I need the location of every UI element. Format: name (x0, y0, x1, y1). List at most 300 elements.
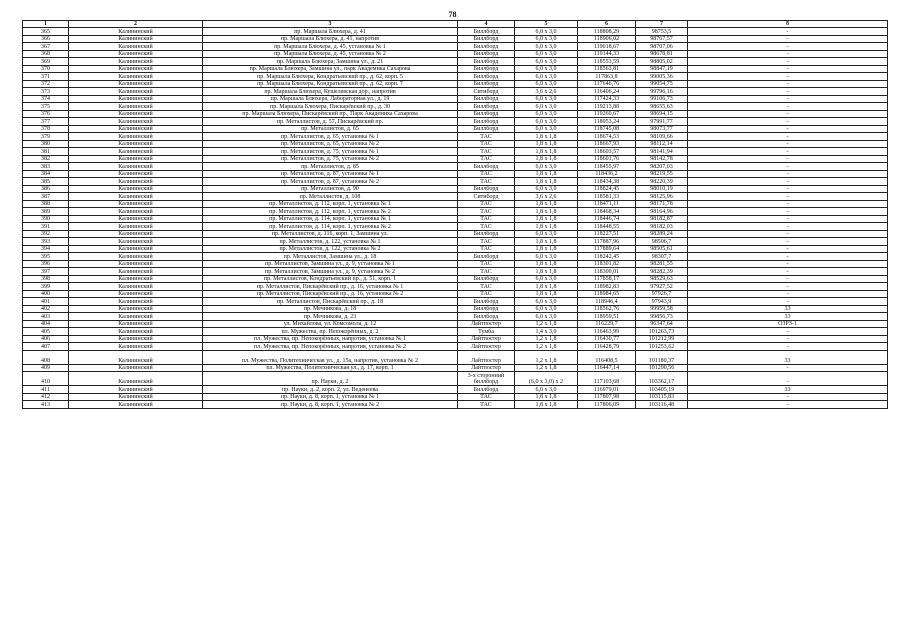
table-cell: Калининский (69, 238, 203, 246)
table-cell: Калининский (69, 364, 203, 372)
table-cell: 368 (23, 50, 69, 58)
table-cell: - (688, 328, 888, 336)
table-cell: Калининский (69, 163, 203, 171)
table-cell: пр. Маршала Блюхера, д. 45, установка № 1 (203, 43, 458, 51)
table-row (23, 118, 888, 126)
table-cell: ТАС (458, 133, 515, 141)
table-cell: Биллборд (458, 103, 515, 111)
table-cell: пл. Мужества, пр. Непокорённых, напротив, установка № 2 (203, 343, 458, 351)
table-cell: 382 (23, 155, 69, 163)
table-cell: 117807,98 (578, 393, 636, 401)
table-cell: пр. Мечникова, д. 23 (203, 313, 458, 321)
table-cell: 99796,16 (636, 88, 688, 96)
table-cell: 1,8 х 1,8 (515, 268, 578, 276)
table-cell: - (688, 343, 888, 351)
table-cell: Калининский (69, 208, 203, 216)
table-cell: Калининский (69, 65, 203, 73)
table-cell: - (688, 401, 888, 409)
table-cell: 400 (23, 290, 69, 298)
table-cell: ТАС (458, 155, 515, 163)
table-cell: 98182,03 (636, 223, 688, 231)
table-cell: Калининский (69, 193, 203, 201)
table-cell: 98505,61 (636, 245, 688, 253)
page-number: 78 (448, 10, 457, 19)
table-row (23, 275, 888, 283)
table-cell: 3,6 х 2,6 (515, 193, 578, 201)
table-cell: пл. Мужества, пр. Непокорённых, напротив, установка № 1 (203, 335, 458, 343)
table-row (23, 253, 888, 261)
table-cell: пр. Металлистов, Кондратьевский пр., д. 51, корп. 1 (203, 275, 458, 283)
table-cell: Калининский (69, 313, 203, 321)
table-cell: ТАС (458, 268, 515, 276)
table-cell: 118959,51 (578, 313, 636, 321)
table-cell: 6,0 х 3,0 (515, 163, 578, 171)
table-cell: - (688, 268, 888, 276)
column-header: 4 (458, 21, 515, 28)
table-cell: Калининский (69, 35, 203, 43)
table-cell: пр. Металлистов, д. 90 (203, 185, 458, 193)
table-cell: 6,0 х 3,0 (515, 73, 578, 81)
table-cell: Биллборд (458, 118, 515, 126)
table-row (23, 215, 888, 223)
table-cell: пр. Металлистов, д. 112, корп. 1, установка № 1 (203, 200, 458, 208)
table-cell: 98142,78 (636, 155, 688, 163)
table-cell: 97943,9 (636, 298, 688, 306)
table-cell: пл. Мужества, Политехническая ул., д. 17, корп. 1 (203, 364, 458, 372)
table-cell: 98707,06 (636, 43, 688, 51)
table-row (23, 155, 888, 163)
table-cell: 103405,19 (636, 386, 688, 394)
table-cell: 118906,02 (578, 35, 636, 43)
table-cell: - (688, 223, 888, 231)
table-cell: 1,2 х 1,8 (515, 364, 578, 372)
table-cell: 98010,19 (636, 185, 688, 193)
table-cell: - (688, 335, 888, 343)
table-cell: - (688, 110, 888, 118)
table-cell: - (688, 215, 888, 223)
table-cell: - (688, 178, 888, 186)
table-cell: 401 (23, 298, 69, 306)
table-cell: 386 (23, 185, 69, 193)
table-cell: - (688, 65, 888, 73)
table-cell: 117863,8 (578, 73, 636, 81)
table-cell: 6,0 х 3,0 (515, 58, 578, 66)
table-cell: ОЗРЗ-1 (688, 320, 888, 328)
table-cell: - (688, 238, 888, 246)
table-cell: - (688, 28, 888, 36)
table-row (23, 208, 888, 216)
table-cell: 1,8 х 1,8 (515, 140, 578, 148)
table-cell: - (688, 208, 888, 216)
table-cell: ТАС (458, 238, 515, 246)
table-cell: 402 (23, 305, 69, 313)
table-cell: 118581,33 (578, 193, 636, 201)
table-cell: - (688, 118, 888, 126)
table-cell: 118242,45 (578, 253, 636, 261)
table-cell: Лайтпостер (458, 343, 515, 351)
table-cell: Калининский (69, 73, 203, 81)
table-cell: 98141,94 (636, 148, 688, 156)
table-cell: 389 (23, 208, 69, 216)
table-cell: 375 (23, 103, 69, 111)
table-cell: 1,8 х 1,8 (515, 178, 578, 186)
table-cell: 118227,51 (578, 230, 636, 238)
table-cell: 6,0 х 3,0 (515, 305, 578, 313)
table-cell: Калининский (69, 88, 203, 96)
table-cell: 397 (23, 268, 69, 276)
table-cell: 408 (23, 350, 69, 364)
table-cell: 98282,39 (636, 268, 688, 276)
table-cell: 119018,67 (578, 43, 636, 51)
table-cell: 367 (23, 43, 69, 51)
table-cell: 1,8 х 1,8 (515, 155, 578, 163)
table-cell: Калининский (69, 386, 203, 394)
table-cell: 98678,81 (636, 50, 688, 58)
table-cell: 118448,55 (578, 223, 636, 231)
table-cell: 6,0 х 3,0 (515, 125, 578, 133)
table-cell: 118563,81 (578, 65, 636, 73)
table-cell: 98767,57 (636, 35, 688, 43)
table-cell: Калининский (69, 298, 203, 306)
table-row (23, 110, 888, 118)
table-cell: 1,8 х 1,8 (515, 260, 578, 268)
table-cell: Калининский (69, 155, 203, 163)
table-cell: - (688, 393, 888, 401)
table-row (23, 230, 888, 238)
table-cell: пр. Науки, д. 8, корп. 1, установка № 1 (203, 393, 458, 401)
table-cell: - (688, 73, 888, 81)
table-row (23, 163, 888, 171)
table-cell: 118674,53 (578, 133, 636, 141)
table-cell: 118982,83 (578, 283, 636, 291)
table-cell: пр. Металлистов, д. 108 (203, 193, 458, 201)
table-cell: 98171,78 (636, 200, 688, 208)
table-cell: 1,8 х 1,8 (515, 283, 578, 291)
table-cell: Калининский (69, 103, 203, 111)
table-cell: 118953,24 (578, 118, 636, 126)
table-cell: Калининский (69, 328, 203, 336)
table-cell: Тумба (458, 328, 515, 336)
table-cell: - (688, 125, 888, 133)
table-cell: 118603,57 (578, 148, 636, 156)
table-cell: 369 (23, 58, 69, 66)
table-cell: - (688, 245, 888, 253)
table-cell: 377 (23, 118, 69, 126)
table-cell: 119260,67 (578, 110, 636, 118)
table-row (23, 328, 888, 336)
table-cell: 6,0 х 3,0 (515, 110, 578, 118)
table-cell: Биллборд (458, 110, 515, 118)
table-cell: 378 (23, 125, 69, 133)
table-cell: 98289,24 (636, 230, 688, 238)
table-row (23, 185, 888, 193)
table-cell: ТАС (458, 178, 515, 186)
table-cell: 98207,03 (636, 163, 688, 171)
table-cell: 97926,7 (636, 290, 688, 298)
table-cell: Биллборд (458, 95, 515, 103)
table-cell: Калининский (69, 350, 203, 364)
table-cell: 33 (688, 350, 888, 364)
table-cell: - (688, 170, 888, 178)
table-cell: - (688, 50, 888, 58)
table-row (23, 88, 888, 96)
table-cell: 98073,77 (636, 125, 688, 133)
table-cell: Биллборд (458, 298, 515, 306)
table-cell: Калининский (69, 125, 203, 133)
table-cell: 371 (23, 73, 69, 81)
table-cell: 1,2 х 1,8 (515, 320, 578, 328)
table-row (23, 65, 888, 73)
table-cell: 98506,7 (636, 238, 688, 246)
table-cell: 117103,68 (578, 372, 636, 386)
table-cell: 99856,73 (636, 313, 688, 321)
table-cell: - (688, 193, 888, 201)
table-row (23, 401, 888, 409)
table-cell: 1,8 х 1,8 (515, 200, 578, 208)
table-cell: Биллборд (458, 125, 515, 133)
table-cell: 118468,34 (578, 208, 636, 216)
table-cell: пр. Металлистов, Пискарёвский пр., д. 16, установка № 1 (203, 283, 458, 291)
table-cell: - (688, 148, 888, 156)
table-cell: пр. Маршала Блюхера, д. 41, напротив (203, 35, 458, 43)
table-cell: 383 (23, 163, 69, 171)
table-cell: 118455,97 (578, 163, 636, 171)
table-cell: пр. Науки, д. 8, корп. 1, установка № 2 (203, 401, 458, 409)
table-cell: Калининский (69, 223, 203, 231)
table-cell: Калининский (69, 58, 203, 66)
table-cell: 118434,38 (578, 178, 636, 186)
table-cell: Биллборд (458, 43, 515, 51)
table-cell: 97927,52 (636, 283, 688, 291)
table-cell: Калининский (69, 335, 203, 343)
table-cell: 1,8 х 1,8 (515, 208, 578, 216)
table-cell: ТАС (458, 283, 515, 291)
table-cell: 6,0 х 3,0 (515, 118, 578, 126)
table-cell: ул. Михайлова, ул. Комсомола, д. 12 (203, 320, 458, 328)
table-cell: Лайтпостер (458, 335, 515, 343)
table-cell: Калининский (69, 372, 203, 386)
table-cell: - (688, 253, 888, 261)
column-header: 2 (69, 21, 203, 28)
table-cell: 117424,33 (578, 95, 636, 103)
table-cell: 6,0 х 3,0 (515, 230, 578, 238)
table-cell: ТАС (458, 260, 515, 268)
table-cell: 96347,64 (636, 320, 688, 328)
table-cell: 117889,64 (578, 245, 636, 253)
table-row (23, 290, 888, 298)
table-cell: Калининский (69, 170, 203, 178)
table-cell: 405 (23, 328, 69, 336)
table-cell: пр. Металлистов, д. 75, установка № 2 (203, 155, 458, 163)
table-cell: Калининский (69, 50, 203, 58)
table-cell: ТАС (458, 208, 515, 216)
table-cell: - (688, 260, 888, 268)
table-cell: пр. Металлистов, д. 122, установка № 2 (203, 245, 458, 253)
table-row (23, 386, 888, 394)
table-cell: 98694,15 (636, 110, 688, 118)
table-cell: 1,8 х 1,8 (515, 223, 578, 231)
table-cell: 396 (23, 260, 69, 268)
table-cell: - (688, 230, 888, 238)
table-cell: пл. Мужества, Политехническая ул., д. 15а, напротив, установка № 2 (203, 350, 458, 364)
table-cell: 101180,37 (636, 350, 688, 364)
table-cell: Калининский (69, 178, 203, 186)
table-cell: ТАС (458, 140, 515, 148)
register-table (22, 20, 888, 409)
table-row (23, 200, 888, 208)
table-cell: 98220,39 (636, 178, 688, 186)
table-cell: 98307,7 (636, 253, 688, 261)
table-cell: Биллборд (458, 50, 515, 58)
table-row (23, 58, 888, 66)
table-row (23, 178, 888, 186)
table-cell: Калининский (69, 393, 203, 401)
table-cell: 385 (23, 178, 69, 186)
table-cell: 116463,99 (578, 328, 636, 336)
table-cell: 391 (23, 223, 69, 231)
table-cell: 99959,58 (636, 305, 688, 313)
table-cell: пр. Металлистов, д. 114, корп. 1, установка № 2 (203, 223, 458, 231)
table-cell: ТАС (458, 170, 515, 178)
table-cell: Калининский (69, 320, 203, 328)
table-row (23, 170, 888, 178)
table-cell: - (688, 95, 888, 103)
table-row (23, 283, 888, 291)
table-cell: 119144,33 (578, 50, 636, 58)
table-cell: Калининский (69, 148, 203, 156)
table-cell: 1,8 х 1,8 (515, 238, 578, 246)
table-row (23, 305, 888, 313)
table-cell: 117646,76 (578, 80, 636, 88)
table-cell: 98164,96 (636, 208, 688, 216)
table-cell: 366 (23, 35, 69, 43)
column-header: 3 (203, 21, 458, 28)
table-cell: 118808,29 (578, 28, 636, 36)
table-cell: Биллборд (458, 305, 515, 313)
table-cell: 6,0 х 3,0 (515, 28, 578, 36)
table-cell: 99054,75 (636, 80, 688, 88)
table-cell: 380 (23, 140, 69, 148)
table-cell: Ситиборд (458, 193, 515, 201)
table-cell: Лайтпостер (458, 364, 515, 372)
table-cell: 390 (23, 215, 69, 223)
table-cell: Калининский (69, 230, 203, 238)
table-row (23, 35, 888, 43)
table-cell: ТАС (458, 401, 515, 409)
table-cell: 1,8 х 1,8 (515, 290, 578, 298)
table-cell: 6,0 х 3,0 (515, 103, 578, 111)
table-cell: 98753,5 (636, 28, 688, 36)
table-cell: 98109,66 (636, 133, 688, 141)
table-cell: 6,0 х 3,0 (515, 185, 578, 193)
table-row (23, 372, 888, 386)
table-cell: - (688, 133, 888, 141)
table-cell: 116406,24 (578, 88, 636, 96)
table-cell: 101212,99 (636, 335, 688, 343)
table-cell: Калининский (69, 275, 203, 283)
table-cell: Биллборд (458, 313, 515, 321)
table-cell: 1,8 х 1,8 (515, 393, 578, 401)
table-row (23, 298, 888, 306)
table-cell: 6,0 х 3,0 (515, 253, 578, 261)
table-cell: Калининский (69, 401, 203, 409)
table-cell: 398 (23, 275, 69, 283)
table-cell: ТАС (458, 393, 515, 401)
table-cell: 103362,17 (636, 372, 688, 386)
table-row (23, 80, 888, 88)
table-cell: 6,0 х 3,0 (515, 95, 578, 103)
column-header: 1 (23, 21, 69, 28)
table-cell: Биллборд (458, 163, 515, 171)
table-row (23, 238, 888, 246)
table-cell: 116408,5 (578, 350, 636, 364)
column-header: 8 (688, 21, 888, 28)
table-row (23, 125, 888, 133)
table-cell: 388 (23, 200, 69, 208)
table-cell: Калининский (69, 245, 203, 253)
table-cell: 103116,48 (636, 401, 688, 409)
table-cell: 99005,36 (636, 73, 688, 81)
table-cell: 97991,77 (636, 118, 688, 126)
table-cell: ТАС (458, 223, 515, 231)
table-cell: 118667,93 (578, 140, 636, 148)
table-cell: 116979,01 (578, 386, 636, 394)
table-row (23, 364, 888, 372)
table-cell: пр. Металлистов, д. 122, установка № 1 (203, 238, 458, 246)
table-row (23, 103, 888, 111)
table-cell: 118946,4 (578, 298, 636, 306)
table-row (23, 95, 888, 103)
table-cell: пр. Маршала Блюхера, Кондратьевский пр., д. 62, корп. 5 (203, 73, 458, 81)
table-cell: 387 (23, 193, 69, 201)
table-row (23, 393, 888, 401)
table-cell: пр. Металлистов, д. 65, установка № 2 (203, 140, 458, 148)
table-cell: пр. Маршала Блюхера, Замшина ул., парк Академика Сахарова (203, 65, 458, 73)
table-cell: 3-х сторонний биллборд (458, 372, 515, 386)
table-cell: 118446,74 (578, 215, 636, 223)
table-cell: 1,2 х 1,8 (515, 350, 578, 364)
table-cell: Калининский (69, 28, 203, 36)
table-cell: пр. Науки, д. 2 (203, 372, 458, 386)
table-cell: Калининский (69, 118, 203, 126)
table-cell: 1,2 х 1,8 (515, 343, 578, 351)
table-cell: пр. Металлистов, д. 87, установка № 1 (203, 170, 458, 178)
table-row (23, 223, 888, 231)
table-cell: Калининский (69, 43, 203, 51)
table-cell: 98529,63 (636, 275, 688, 283)
table-cell: 117806,09 (578, 401, 636, 409)
table-cell: 116430,77 (578, 335, 636, 343)
table-cell: Калининский (69, 253, 203, 261)
table-cell: 394 (23, 245, 69, 253)
table-cell: 393 (23, 238, 69, 246)
table-cell: - (688, 275, 888, 283)
table-cell: 370 (23, 65, 69, 73)
table-cell: 6,0 х 3,0 (515, 80, 578, 88)
table-cell: пр. Маршала Блюхера, д. 41 (203, 28, 458, 36)
table-cell: 411 (23, 386, 69, 394)
column-header: 5 (515, 21, 578, 28)
table-cell: - (688, 103, 888, 111)
table-cell: 98655,63 (636, 103, 688, 111)
table-cell: 399 (23, 283, 69, 291)
table-cell: - (688, 298, 888, 306)
table-cell: 101253,62 (636, 343, 688, 351)
table-cell: Лайтпостер (458, 320, 515, 328)
table-cell: пр. Металлистов, д. 87, установка № 2 (203, 178, 458, 186)
table-cell: пр. Науки, д. 2, корп. 2, ул. Веденеева (203, 386, 458, 394)
table-cell: Биллборд (458, 28, 515, 36)
